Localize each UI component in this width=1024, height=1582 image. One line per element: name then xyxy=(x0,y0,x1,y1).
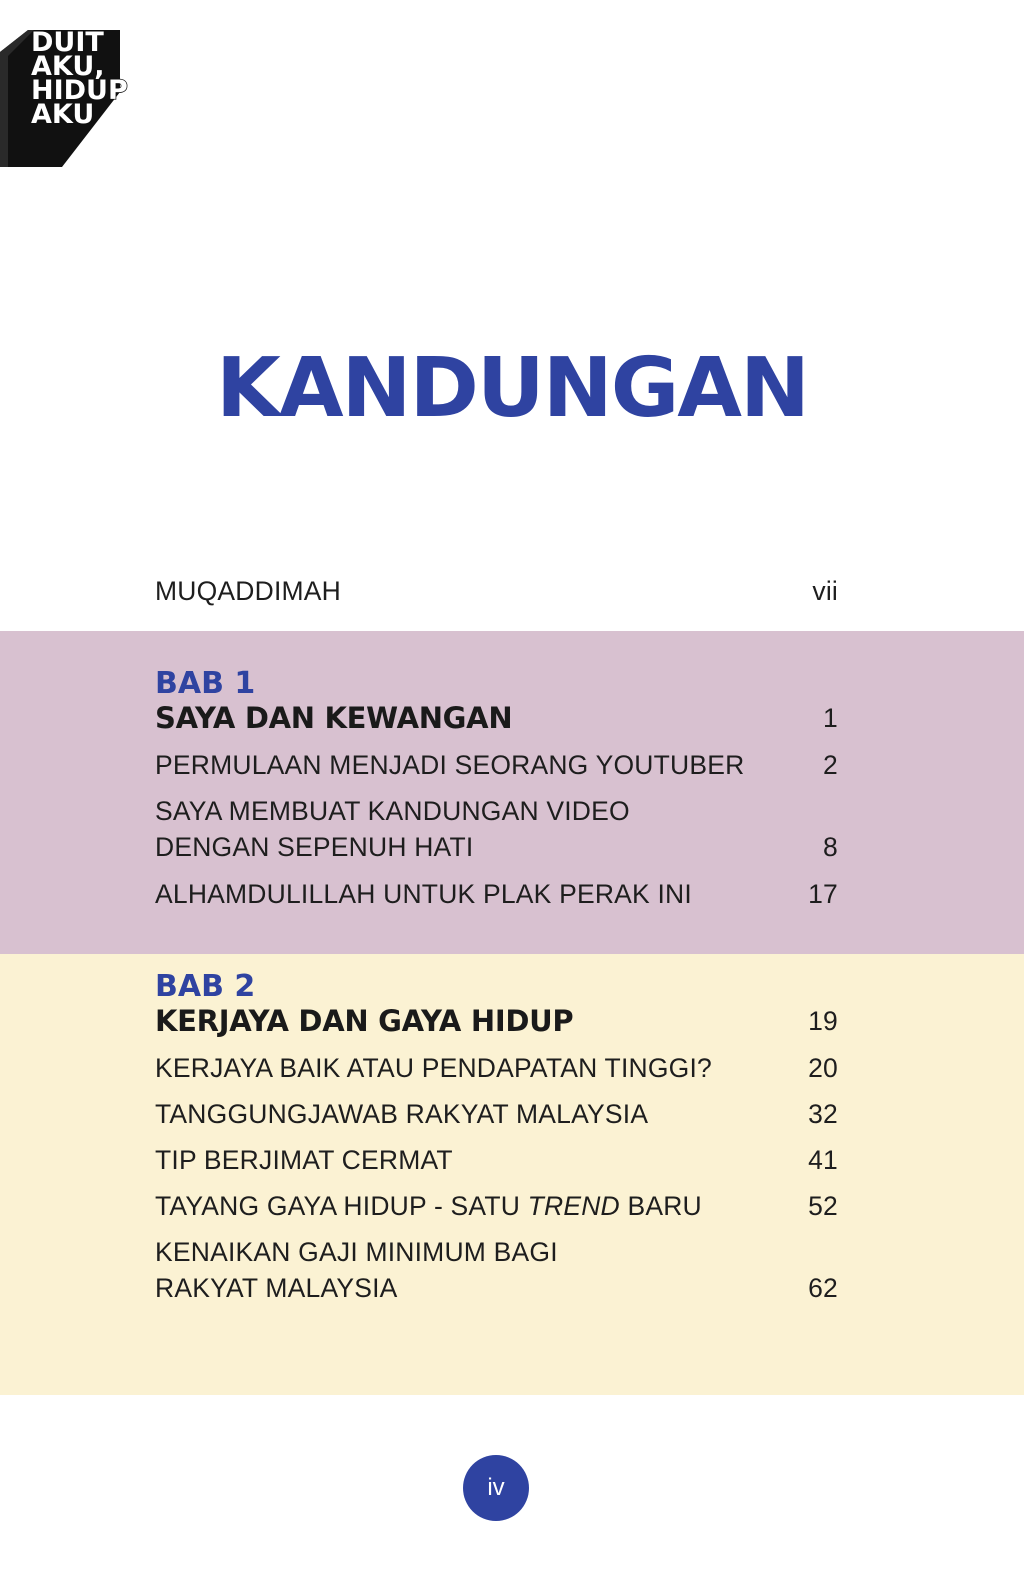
toc-entry[interactable] xyxy=(155,1096,838,1132)
toc-entry-label-italic: TREND xyxy=(527,1191,620,1221)
toc-entry-label xyxy=(155,1234,558,1306)
chapter-1-title-row[interactable] xyxy=(155,700,838,736)
toc-entry-page: 62 xyxy=(808,1273,838,1303)
chapter-1-number: BAB 1 xyxy=(155,666,256,701)
page-number-badge xyxy=(463,1455,529,1521)
toc-entry[interactable] xyxy=(155,1142,838,1178)
toc-entry[interactable] xyxy=(155,747,838,783)
page-title: KANDUNGAN xyxy=(216,341,808,436)
toc-entry-label: MUQADDIMAH xyxy=(155,576,342,606)
toc-entry-label: PERMULAAN MENJADI SEORANG YOUTUBER xyxy=(155,750,745,780)
toc-entry-label-post: BARU xyxy=(619,1191,702,1221)
chapter-title: KERJAYA DAN GAYA HIDUP xyxy=(155,1004,574,1038)
toc-entry[interactable] xyxy=(155,1188,838,1224)
toc-entry-label-line-2: RAKYAT MALAYSIA xyxy=(155,1273,398,1303)
logo-line-4: AKU xyxy=(31,99,95,130)
toc-entry-label xyxy=(155,1188,702,1224)
toc-entry[interactable] xyxy=(155,1050,838,1086)
toc-entry[interactable] xyxy=(155,1234,838,1306)
toc-entry-page: 2 xyxy=(823,750,838,780)
toc-entry-page: 8 xyxy=(823,832,838,862)
toc-entry-label xyxy=(155,793,630,865)
page-number: iv xyxy=(487,1474,505,1501)
toc-entry-page: 20 xyxy=(808,1053,838,1083)
toc-entry[interactable] xyxy=(155,876,838,912)
book-logo xyxy=(0,22,150,167)
toc-entry-label-pre: TAYANG GAYA HIDUP - SATU xyxy=(155,1191,528,1221)
toc-entry-label: TIP BERJIMAT CERMAT xyxy=(155,1145,453,1175)
toc-entry-page: 17 xyxy=(808,879,838,909)
toc-entry-page: 41 xyxy=(808,1145,838,1175)
toc-entry[interactable] xyxy=(155,793,838,865)
toc-entry-label: TANGGUNGJAWAB RAKYAT MALAYSIA xyxy=(155,1099,649,1129)
logo-line-2: AKU, xyxy=(31,51,105,82)
toc-entry-page: vii xyxy=(812,576,838,606)
logo-line-3: HIDUP xyxy=(31,75,128,106)
toc-entry-label-line-1: KENAIKAN GAJI MINIMUM BAGI xyxy=(155,1237,558,1267)
toc-entry-muqaddimah[interactable] xyxy=(155,573,838,609)
toc-entry-label-line-2: DENGAN SEPENUH HATI xyxy=(155,832,474,862)
toc-entry-page: 19 xyxy=(808,1006,838,1036)
chapter-2-title-row[interactable] xyxy=(155,1003,838,1039)
logo-line-1: DUIT xyxy=(31,27,104,58)
toc-entry-page: 1 xyxy=(823,703,838,733)
toc-entry-page: 52 xyxy=(808,1191,838,1221)
toc-entry-label-line-1: SAYA MEMBUAT KANDUNGAN VIDEO xyxy=(155,796,630,826)
toc-entry-page: 32 xyxy=(808,1099,838,1129)
toc-entry-label: KERJAYA BAIK ATAU PENDAPATAN TINGGI? xyxy=(155,1053,712,1083)
toc-entry-label: ALHAMDULILLAH UNTUK PLAK PERAK INI xyxy=(155,879,692,909)
chapter-title: SAYA DAN KEWANGAN xyxy=(155,701,513,735)
chapter-2-number: BAB 2 xyxy=(155,969,256,1004)
